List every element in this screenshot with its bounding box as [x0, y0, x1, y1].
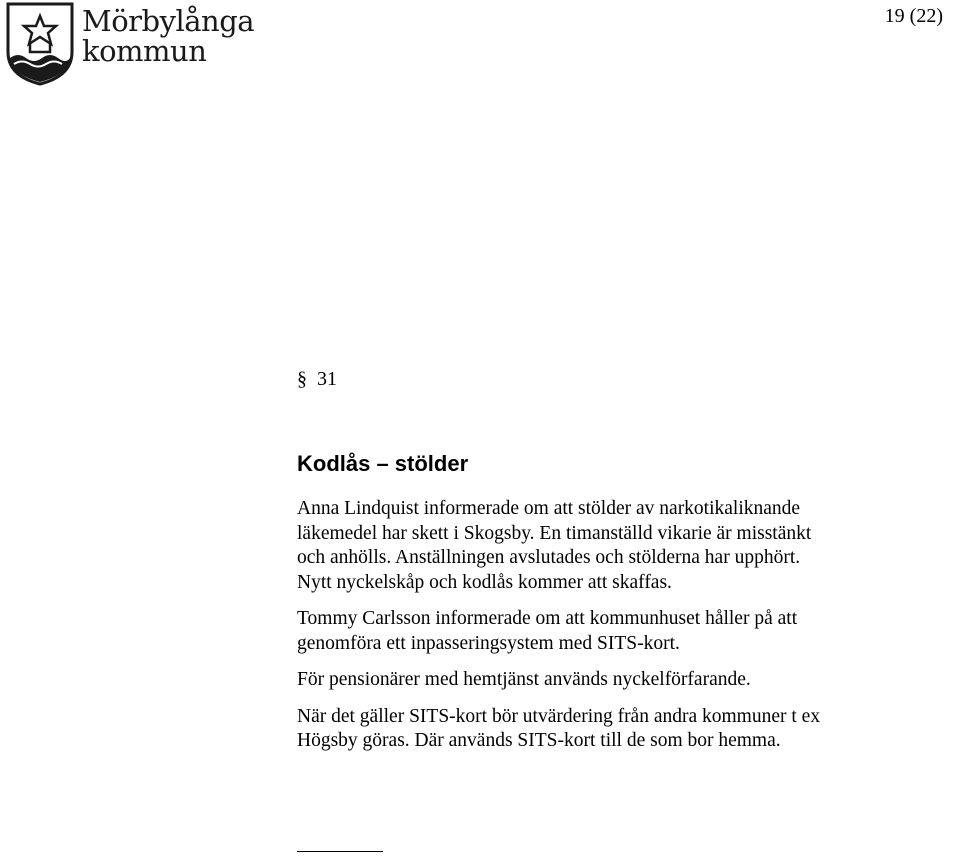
section-title: Kodlås – stölder [297, 451, 469, 476]
paragraph-line: Högsby göras. Där används SITS-kort till de som bor hemma. [297, 730, 781, 751]
paragraph-line: För pensionärer med hemtjänst används nyckelförfarande. [297, 669, 751, 690]
paragraph-line: läkemedel har skett i Skogsby. En timanställd vikarie är misstänkt [297, 522, 812, 544]
paragraph-line: och anhölls. Anställningen avslutades och stölderna har upphört. [297, 547, 801, 568]
paragraph-line: Nytt nyckelskåp och kodlås kommer att skaffas. [297, 571, 672, 593]
signature-rule [297, 851, 383, 852]
paragraph [297, 705, 917, 754]
paragraph [297, 497, 917, 595]
section-body [297, 497, 917, 766]
logo-line-2: kommun [82, 34, 207, 68]
page-number: 19 (22) [884, 5, 943, 27]
paragraph-line: genomföra ett inpasseringsystem med SITS-kort. [297, 632, 680, 654]
paragraph-line: När det gäller SITS-kort bör utvärdering från andra kommuner t ex [297, 705, 821, 727]
paragraph-line: Tommy Carlsson informerade om att kommunhuset håller på att [297, 608, 798, 629]
paragraph [297, 668, 917, 693]
municipality-logo [2, 2, 255, 86]
section-number [297, 367, 337, 391]
section-number-value: 31 [317, 368, 337, 390]
section-symbol: § [297, 368, 307, 390]
coat-of-arms-icon [4, 2, 76, 86]
logo-line-1: Mörbylånga [82, 4, 255, 38]
paragraph-line: Anna Lindquist informerade om att stölder av narkotikaliknande [297, 498, 801, 519]
logo-text [82, 6, 254, 66]
paragraph [297, 607, 917, 656]
